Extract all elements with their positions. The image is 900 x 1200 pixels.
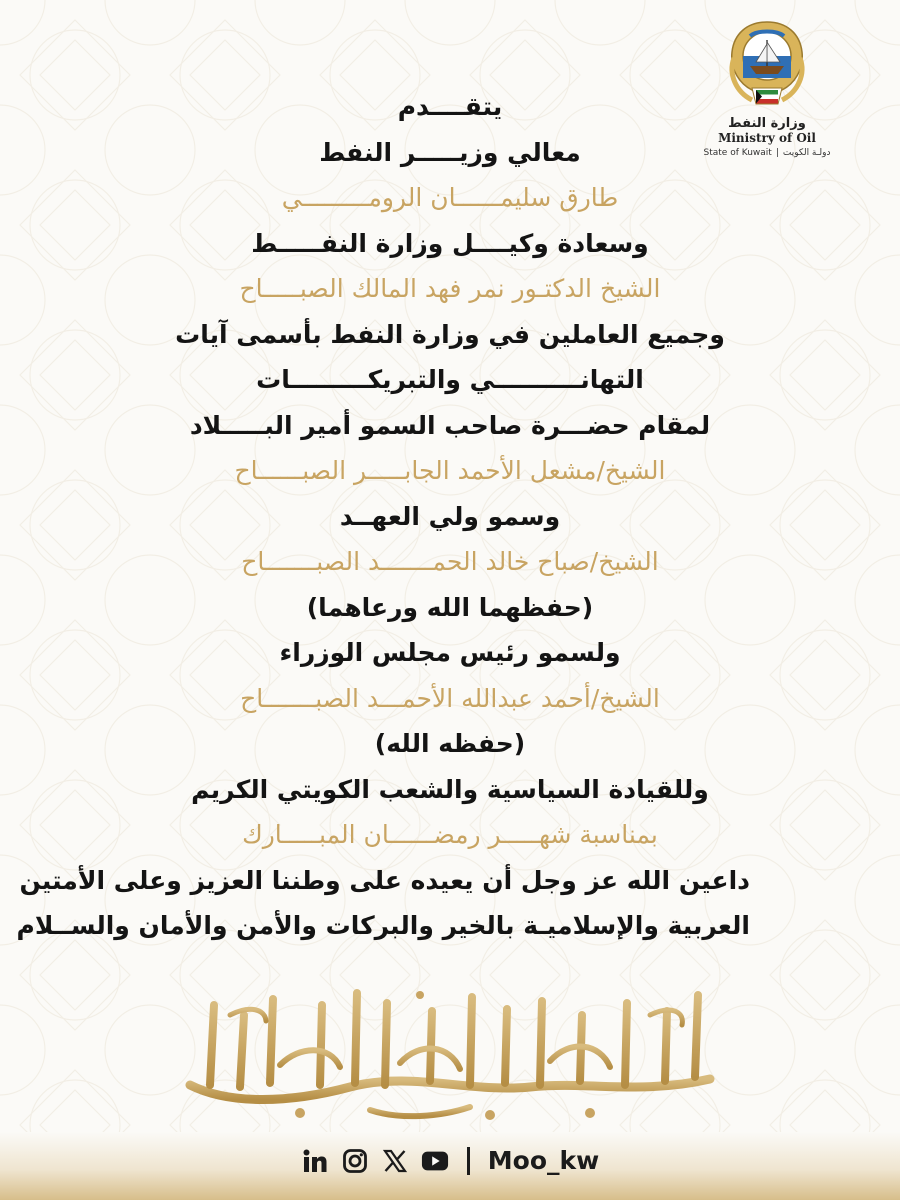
greeting-message	[16, 84, 750, 949]
message-line-highlight: الشيخ الدكتـور نمر فهد المالك الصبـــــاح	[239, 274, 661, 303]
message-line: التهانــــــــــي والتبريكـــــــــات	[256, 365, 644, 394]
message-line: داعين الله عز وجل أن يعيده على وطننا العزيز وعلى الأمتين	[19, 865, 750, 895]
ministry-name-english: Ministry of Oil	[718, 131, 816, 145]
message-line-highlight: الشيخ/صباح خالد الحمـــــــد الصبـــــــاح	[241, 547, 659, 576]
message-line-highlight: الشيخ/مشعل الأحمد الجابـــــر الصبــــــاح	[234, 456, 666, 485]
footer-divider	[467, 1147, 470, 1175]
social-footer	[0, 1146, 900, 1175]
linkedin-icon[interactable]	[301, 1147, 329, 1175]
message-line: ولسمو رئيس مجلس الوزراء	[279, 638, 621, 667]
message-line: العربية والإسلاميـة بالخير والبركات والأمن والأمان والســلام	[16, 911, 750, 940]
message-line: وجميع العاملين في وزارة النفط بأسمى آيات	[175, 319, 725, 349]
message-line-highlight: بمناسبة شهـــــر رمضــــــان المبـــــارك	[242, 820, 658, 849]
state-name-english: State of Kuwait	[703, 148, 772, 158]
message-line: معالي وزيـــــر النفط	[319, 137, 581, 167]
state-separator: |	[775, 148, 779, 158]
social-handle[interactable]: Moo_kw	[487, 1146, 600, 1175]
message-line: يتقــــدم	[397, 92, 503, 121]
instagram-icon[interactable]	[341, 1147, 369, 1175]
message-line: (حفظه الله)	[374, 729, 526, 758]
message-line-highlight: طارق سليمــــــان الرومـــــــــي	[281, 183, 619, 212]
message-line: وللقيادة السياسية والشعب الكويتي الكريم	[191, 774, 709, 804]
message-line-highlight: الشيخ/أحمد عبدالله الأحمـــد الصبـــــــاح	[240, 683, 660, 713]
x-icon[interactable]	[381, 1147, 409, 1175]
state-name-arabic: دولـة الكويت	[782, 148, 831, 158]
ministry-name-arabic: وزارة النفط	[728, 116, 806, 131]
ramadan-calligraphy	[170, 975, 730, 1125]
message-line: وسمو ولي العهــد	[339, 501, 561, 531]
youtube-icon[interactable]	[421, 1147, 449, 1175]
message-line: وسعادة وكيــــل وزارة النفـــــط	[251, 228, 649, 258]
message-line: لمقام حضـــرة صاحب السمو أمير البـــــلاد	[189, 410, 711, 440]
message-line: (حفظهما الله ورعاهما)	[306, 592, 594, 622]
